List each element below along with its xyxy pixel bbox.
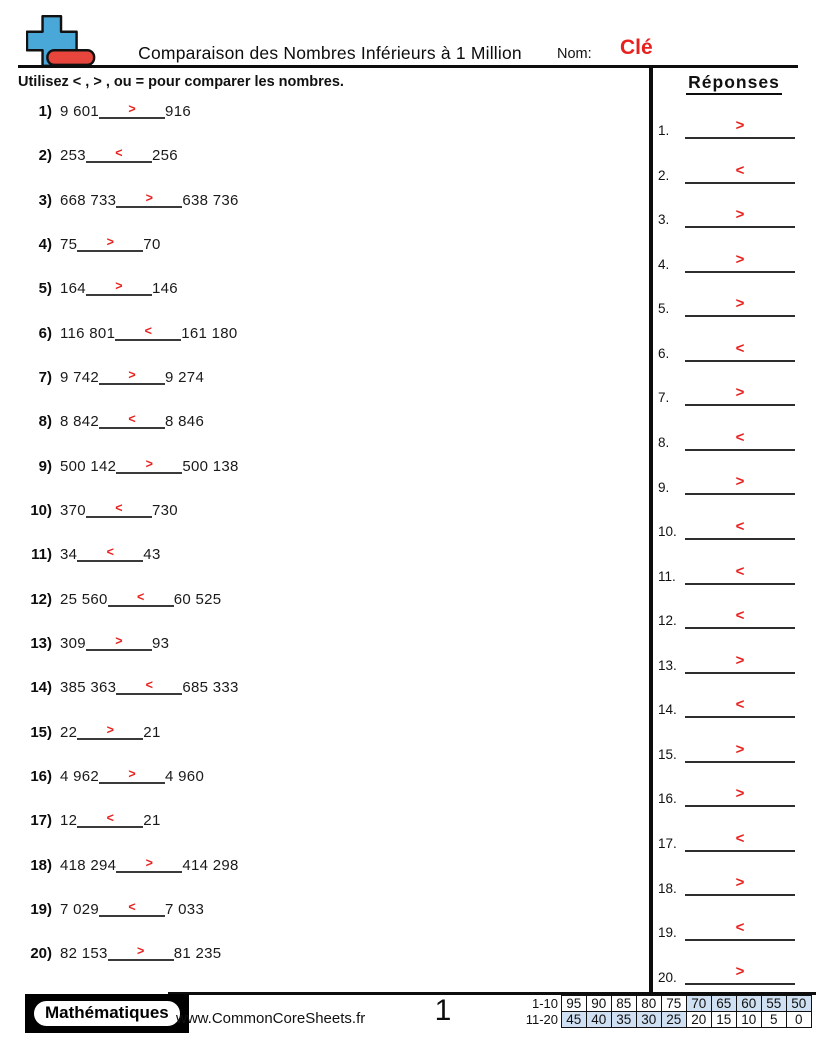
problem-left-value: 12: [60, 812, 78, 830]
comparison-answer-symbol: >: [128, 766, 136, 781]
answer-symbol: >: [735, 963, 745, 981]
comparison-answer-symbol: <: [115, 146, 123, 161]
problem-row: [0, 280, 640, 324]
scoring-cell: 95: [561, 995, 588, 1012]
answer-number: 10.: [658, 524, 677, 540]
answer-number: 19.: [658, 925, 677, 941]
comparison-answer-symbol: >: [115, 279, 123, 294]
answer-number: 4.: [658, 256, 670, 272]
scoring-cell: 20: [686, 1011, 713, 1028]
page-number: 1: [434, 994, 452, 1027]
problem-number: 4): [38, 235, 52, 253]
answer-symbol: >: [735, 295, 745, 313]
problem-right-value: 256: [151, 147, 178, 165]
problem-number: 7): [38, 368, 52, 386]
problem-number: 8): [38, 413, 52, 431]
answer-line: [685, 293, 795, 317]
answer-symbol: <: [735, 161, 745, 179]
problem-left-value: 8 842: [60, 413, 100, 431]
answer-line: [685, 828, 795, 852]
problem-right-value: 414 298: [182, 856, 239, 874]
answer-line: [685, 783, 795, 807]
comparison-answer-symbol: <: [145, 678, 153, 693]
answer-symbol: <: [735, 562, 745, 580]
answer-row: [653, 362, 813, 407]
problem-number: 15): [30, 723, 52, 741]
instruction-text: Utilisez < , > , ou = pour comparer les nombres.: [18, 74, 344, 90]
answer-number: 15.: [658, 746, 677, 762]
problem-right-value: 93: [151, 634, 170, 652]
answer-row: [653, 896, 813, 941]
scoring-cell: 70: [686, 995, 713, 1012]
problem-row: [0, 458, 640, 502]
answer-symbol: >: [735, 117, 745, 135]
answer-line: [685, 694, 795, 718]
answer-number: 11.: [658, 568, 676, 584]
answer-blank-line: [99, 899, 165, 917]
answer-symbol: >: [735, 651, 745, 669]
scoring-cell: 25: [661, 1011, 688, 1028]
answer-row: [653, 451, 813, 496]
problem-right-value: 8 846: [165, 413, 205, 431]
answer-blank-line: [86, 146, 152, 163]
answer-row: [653, 807, 813, 852]
problem-left-value: 7 029: [60, 900, 100, 918]
comparison-answer-symbol: >: [145, 190, 153, 205]
answer-symbol: <: [735, 517, 745, 535]
problem-row: [0, 679, 640, 723]
problem-right-value: 146: [151, 280, 178, 298]
header-rule: [18, 65, 798, 68]
answer-blank-line: [108, 589, 174, 607]
answer-line: [685, 382, 795, 406]
problem-number: 11): [31, 546, 52, 564]
answer-blank-line: [99, 412, 165, 429]
scoring-cell: 40: [586, 1011, 613, 1028]
problem-number: 12): [30, 590, 52, 608]
scoring-cell: 45: [561, 1011, 588, 1028]
subject-badge-label: Mathématiques: [31, 998, 183, 1029]
problem-right-value: 21: [143, 812, 161, 830]
answer-blank-line: [77, 234, 143, 252]
scoring-row-label: 1-10: [531, 996, 558, 1011]
problem-number: 1): [38, 103, 52, 120]
problem-right-value: 60 525: [173, 590, 222, 608]
problem-left-value: 116 801: [60, 324, 116, 342]
problem-right-value: 9 274: [165, 368, 205, 386]
answer-blank-line: [77, 545, 143, 562]
worksheet-title: Comparaison des Nombres Inférieurs à 1 Million: [138, 43, 522, 63]
answer-symbol: <: [735, 696, 745, 714]
problem-number: 5): [38, 280, 52, 298]
answers-list: [653, 95, 813, 986]
problem-left-value: 9 742: [60, 368, 100, 386]
scoring-grid: [516, 995, 812, 1028]
comparison-answer-symbol: <: [128, 412, 136, 427]
problem-right-value: 81 235: [173, 945, 222, 963]
comparison-answer-symbol: <: [106, 811, 114, 826]
problem-row: [0, 325, 640, 369]
answer-symbol: >: [735, 785, 745, 803]
problem-row: [0, 413, 640, 457]
answer-row: [653, 406, 813, 451]
problem-number: 19): [30, 900, 52, 918]
answer-row: [653, 852, 813, 897]
answer-blank-line: [99, 367, 165, 385]
problem-number: 20): [30, 945, 52, 963]
subject-badge: [25, 994, 189, 1033]
problem-number: 16): [30, 767, 52, 785]
problem-row: [0, 591, 640, 635]
comparison-answer-symbol: <: [144, 323, 152, 338]
problem-row: [0, 635, 640, 679]
problem-left-value: 4 962: [60, 767, 100, 785]
comparison-answer-symbol: >: [145, 456, 153, 471]
answer-line: [685, 917, 795, 941]
answer-blank-line: [116, 855, 182, 873]
scoring-grid-row: [516, 995, 812, 1012]
comparison-answer-symbol: >: [128, 102, 136, 116]
answers-column-title: Réponses: [655, 72, 813, 93]
scoring-cell: 10: [736, 1011, 763, 1028]
problem-right-value: 730: [151, 501, 178, 519]
problem-left-value: 164: [60, 280, 86, 298]
answer-number: 13.: [658, 657, 677, 673]
answer-number: 20.: [658, 969, 677, 985]
answer-row: [653, 763, 813, 808]
problem-right-value: 4 960: [165, 767, 205, 785]
problems-list: [0, 103, 640, 990]
answer-symbol: <: [735, 829, 745, 847]
answer-number: 6.: [658, 345, 670, 361]
answer-row: [653, 585, 813, 630]
answer-number: 8.: [658, 435, 670, 451]
answer-blank-line: [116, 190, 182, 208]
problem-number: 9): [38, 457, 52, 475]
problem-row: [0, 192, 640, 236]
answer-symbol: <: [735, 607, 745, 625]
answer-line: [685, 204, 795, 228]
answer-symbol: >: [735, 206, 745, 224]
name-value-answer-key: Clé: [620, 36, 653, 59]
problem-left-value: 9 601: [60, 103, 100, 120]
answer-row: [653, 184, 813, 229]
problem-left-value: 75: [60, 235, 78, 253]
answer-blank-line: [77, 811, 143, 828]
answer-number: 5.: [658, 301, 670, 317]
problem-left-value: 34: [60, 546, 78, 564]
comparison-answer-symbol: <: [106, 545, 114, 560]
answer-row: [653, 941, 813, 986]
problem-right-value: 161 180: [181, 324, 238, 342]
answer-number: 9.: [658, 479, 670, 495]
problem-right-value: 21: [143, 723, 161, 741]
answer-line: [685, 561, 795, 585]
answer-blank-line: [99, 102, 165, 119]
problem-row: [0, 724, 640, 768]
scoring-cell: 35: [611, 1011, 638, 1028]
answer-line: [685, 249, 795, 273]
answer-number: 2.: [658, 167, 670, 183]
answer-number: 3.: [658, 212, 670, 228]
answer-row: [653, 139, 813, 184]
problem-number: 2): [38, 147, 52, 165]
answer-blank-line: [116, 678, 182, 695]
problem-row: [0, 945, 640, 989]
problem-left-value: 370: [60, 501, 86, 519]
problem-number: 3): [38, 191, 52, 209]
problem-left-value: 385 363: [60, 679, 117, 697]
problem-row: [0, 236, 640, 280]
answer-line: [685, 650, 795, 674]
problem-left-value: 253: [60, 147, 86, 165]
answer-number: 17.: [658, 835, 677, 851]
answer-symbol: >: [735, 384, 745, 402]
answer-blank-line: [116, 456, 182, 474]
problem-row: [0, 901, 640, 945]
problem-left-value: 82 153: [60, 945, 108, 963]
answer-number: 7.: [658, 390, 670, 406]
answer-symbol: >: [735, 473, 745, 491]
comparison-answer-symbol: <: [128, 899, 136, 914]
problem-number: 17): [30, 812, 52, 830]
problem-number: 13): [30, 634, 52, 652]
scoring-cells: [562, 995, 812, 1012]
problem-row: [0, 103, 640, 147]
answer-line: [685, 872, 795, 896]
answer-number: 16.: [658, 791, 677, 807]
answer-symbol: >: [735, 740, 745, 758]
answer-line: [685, 516, 795, 540]
problem-number: 18): [30, 856, 52, 874]
problem-left-value: 500 142: [60, 457, 117, 475]
problem-number: 6): [38, 324, 52, 342]
problem-left-value: 22: [60, 723, 78, 741]
answer-symbol: <: [735, 918, 745, 936]
comparison-answer-symbol: >: [128, 367, 136, 382]
answer-row: [653, 540, 813, 585]
scoring-cell: 90: [586, 995, 613, 1012]
scoring-cell: 80: [636, 995, 663, 1012]
problem-right-value: 638 736: [182, 191, 239, 209]
answer-row: [653, 495, 813, 540]
scoring-cell: 15: [711, 1011, 738, 1028]
problem-right-value: 500 138: [182, 457, 239, 475]
answer-blank-line: [99, 766, 165, 784]
scoring-cells: [562, 1011, 812, 1028]
scoring-cell: 75: [661, 995, 688, 1012]
answer-blank-line: [115, 323, 181, 341]
scoring-cell: 60: [736, 995, 763, 1012]
problem-row: [0, 369, 640, 413]
answer-line: [685, 739, 795, 763]
answer-line: [685, 160, 795, 184]
problem-left-value: 418 294: [60, 856, 117, 874]
comparison-answer-symbol: >: [106, 234, 114, 249]
comparison-answer-symbol: >: [137, 944, 145, 959]
scoring-cell: 65: [711, 995, 738, 1012]
scoring-grid-row: [516, 1011, 812, 1028]
answer-blank-line: [86, 500, 152, 518]
answer-symbol: >: [735, 250, 745, 268]
problem-row: [0, 502, 640, 546]
answer-line: [685, 471, 795, 495]
answer-row: [653, 718, 813, 763]
answer-symbol: <: [735, 428, 745, 446]
problem-row: [0, 768, 640, 812]
name-label: Nom:: [557, 46, 592, 62]
problem-right-value: 43: [143, 546, 161, 564]
problem-row: [0, 812, 640, 856]
problem-row: [0, 147, 640, 191]
answer-row: [653, 273, 813, 318]
answer-line: [685, 338, 795, 362]
website-url: www.CommonCoreSheets.fr: [176, 1010, 366, 1027]
answer-number: 1.: [658, 123, 670, 139]
answer-line: [685, 605, 795, 629]
answer-blank-line: [86, 633, 152, 651]
answer-row: [653, 228, 813, 273]
answer-line: [685, 961, 795, 985]
scoring-cell: 55: [761, 995, 788, 1012]
problem-right-value: 685 333: [182, 679, 239, 697]
scoring-row-label: 11-20: [525, 1011, 558, 1027]
answer-number: 14.: [658, 702, 677, 718]
scoring-cell: 5: [761, 1011, 788, 1028]
scoring-cell: 30: [636, 1011, 663, 1028]
scoring-cell: 0: [786, 1011, 813, 1028]
problem-left-value: 309: [60, 634, 86, 652]
problem-right-value: 70: [143, 235, 161, 253]
comparison-answer-symbol: >: [106, 722, 114, 737]
answer-symbol: <: [735, 339, 745, 357]
answer-blank-line: [77, 722, 143, 740]
problem-right-value: 916: [165, 103, 191, 120]
scoring-cell: 50: [786, 995, 813, 1012]
problem-row: [0, 546, 640, 590]
answer-blank-line: [108, 944, 174, 961]
problem-number: 10): [30, 501, 52, 519]
answer-number: 18.: [658, 880, 677, 896]
comparison-answer-symbol: >: [145, 855, 153, 870]
answer-line: [685, 115, 795, 139]
answer-row: [653, 317, 813, 362]
comparison-answer-symbol: <: [137, 589, 145, 604]
comparison-answer-symbol: <: [115, 500, 123, 515]
answer-blank-line: [86, 279, 152, 296]
problem-left-value: 25 560: [60, 590, 108, 608]
answer-row: [653, 95, 813, 140]
answer-symbol: >: [735, 874, 745, 892]
problem-row: [0, 857, 640, 901]
scoring-cell: 85: [611, 995, 638, 1012]
answer-line: [685, 427, 795, 451]
problem-number: 14): [30, 679, 52, 697]
answer-row: [653, 629, 813, 674]
problem-left-value: 668 733: [60, 191, 117, 209]
problem-right-value: 7 033: [165, 900, 205, 918]
comparison-answer-symbol: >: [115, 633, 123, 648]
answer-row: [653, 674, 813, 719]
answer-number: 12.: [658, 613, 677, 629]
